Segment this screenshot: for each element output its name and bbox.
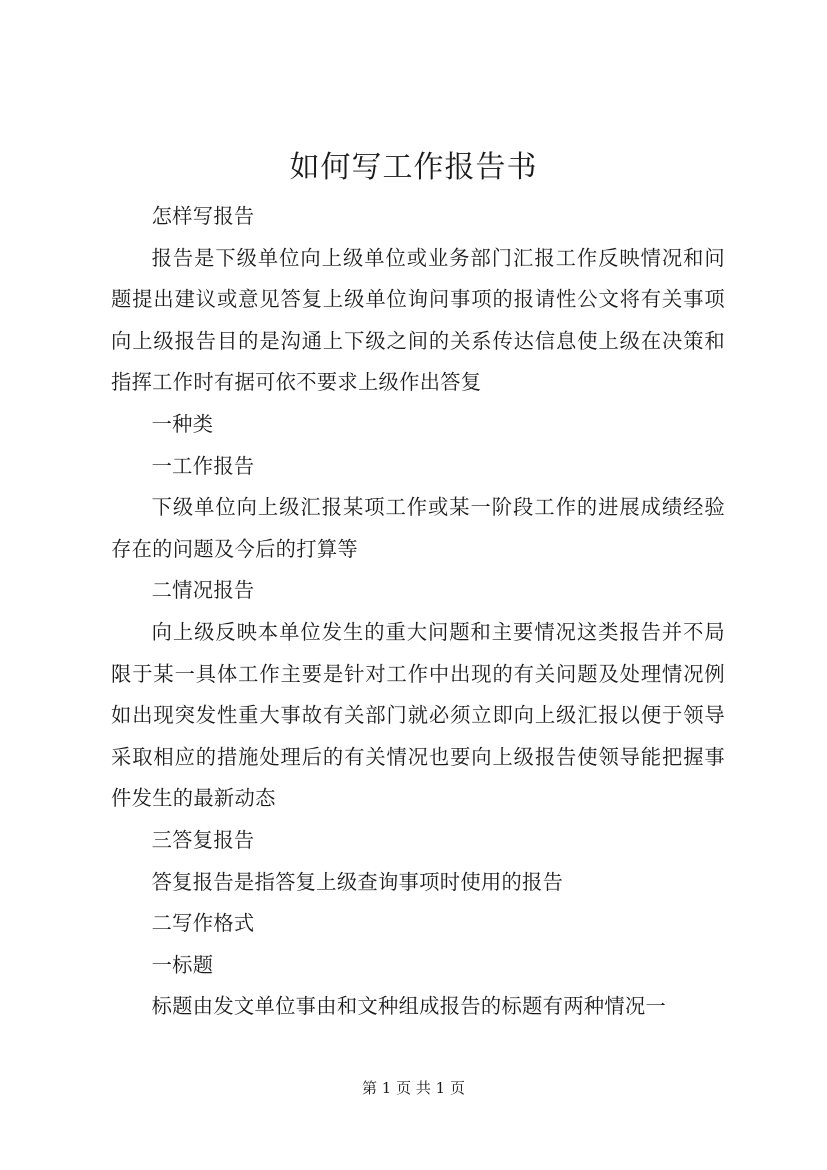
paragraph-3: 一种类	[151, 411, 214, 436]
paragraph-9: 答复报告是指答复上级查询事项时使用的报告	[151, 869, 564, 894]
page-footer: 第 1 页 共 1 页	[362, 1079, 465, 1097]
paragraph-10: 二写作格式	[151, 911, 255, 936]
paragraph-1: 怎样写报告	[151, 204, 255, 228]
document-body	[111, 196, 725, 1028]
paragraph-11: 一标题	[151, 952, 214, 977]
paragraph-8: 三答复报告	[151, 827, 255, 852]
paragraph-5: 下级单位向上级汇报某项工作或某一阶段工作的进展成绩经验存在的问题及今后的打算等	[111, 495, 725, 561]
document-title: 如何写工作报告书	[289, 150, 538, 185]
paragraph-12: 标题由发文单位事由和文种组成报告的标题有两种情况一	[151, 994, 667, 1019]
paragraph-7: 向上级反映本单位发生的重大问题和主要情况这类报告并不局限于某一具体工作主要是针对工作中出现的有关问题及处理情况例如出现突发性重大事故有关部门就必须立即向上级汇报以便于领导采取相应的措施处理后的有关情况也要向上级报告使领导能把握事件发生的最新动态	[111, 619, 725, 811]
paragraph-6: 二情况报告	[151, 578, 255, 603]
paragraph-2: 报告是下级单位向上级单位或业务部门汇报工作反映情况和问题提出建议或意见答复上级单位询问事项的报请性公文将有关事项向上级报告目的是沟通上下级之间的关系传达信息使上级在决策和指挥工作时有据可依不要求上级作出答复	[111, 245, 725, 395]
paragraph-4: 一工作报告	[151, 453, 255, 478]
